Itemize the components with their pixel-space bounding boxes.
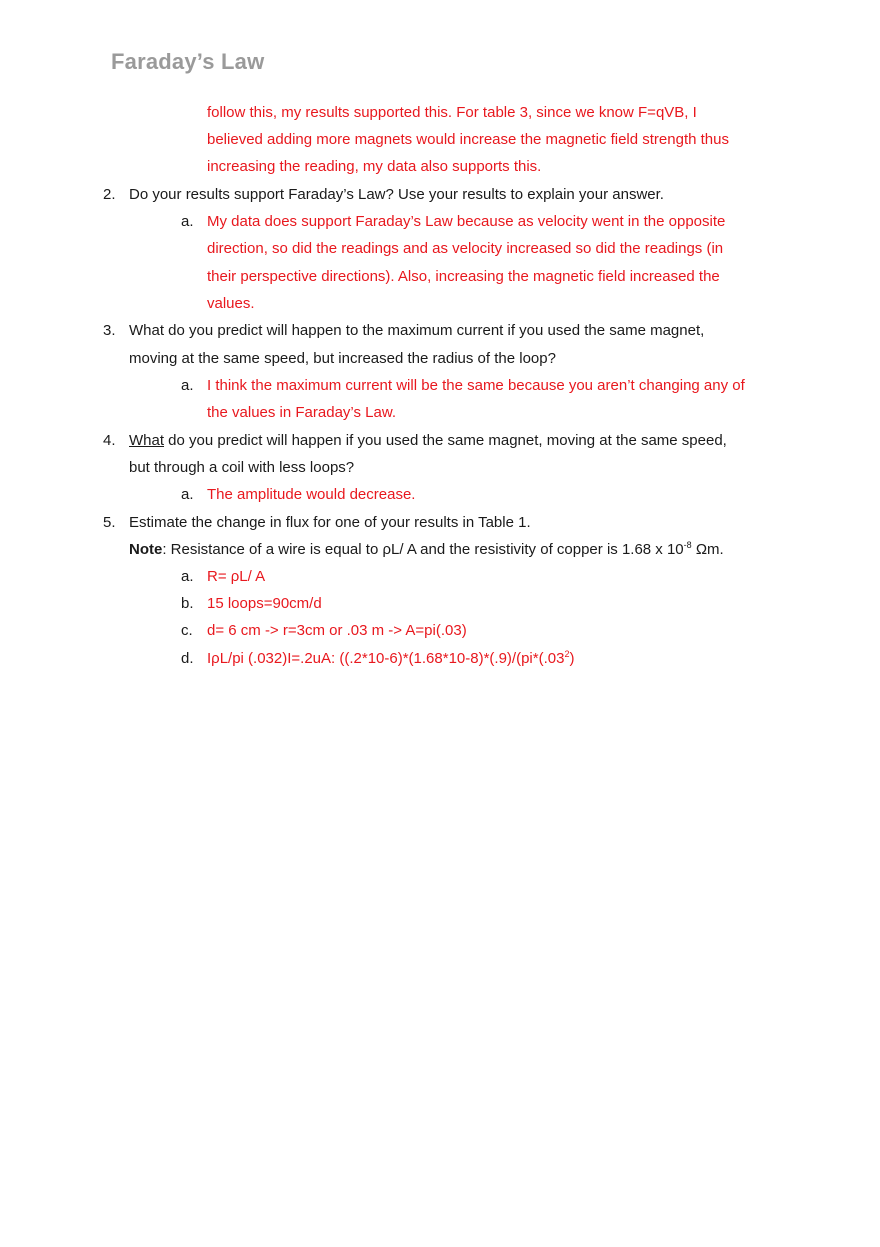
answer-line: R= ρL/ A xyxy=(207,568,266,585)
answer-continuation-line: increasing the reading, my data also supports this. xyxy=(207,158,542,175)
answer-line: their perspective directions). Also, increasing the magnetic field increased the xyxy=(207,268,720,285)
answer-continuation-line: believed adding more magnets would increase the magnetic field strength thus xyxy=(207,131,729,148)
note-exponent: -8 xyxy=(683,540,692,550)
answer-line: 15 loops=90cm/d xyxy=(207,595,322,612)
answer-marker: c. xyxy=(181,622,193,639)
answer-line xyxy=(207,650,574,668)
question-number: 4. xyxy=(103,432,116,449)
formula-exponent: 2 xyxy=(564,649,570,659)
answer-marker: d. xyxy=(181,650,194,667)
question-number: 5. xyxy=(103,514,116,531)
answer-continuation-line: follow this, my results supported this. For table 3, since we know F=qVB, I xyxy=(207,104,697,121)
question-number: 3. xyxy=(103,322,116,339)
question-text-rest: do you predict will happen if you used the same magnet, moving at the same speed, xyxy=(164,432,727,449)
note-label: Note xyxy=(129,541,163,558)
note-line xyxy=(129,541,724,559)
answer-line: the values in Faraday’s Law. xyxy=(207,404,397,421)
question-text: moving at the same speed, but increased the radius of the loop? xyxy=(129,350,556,367)
answer-line: values. xyxy=(207,295,255,312)
question-number: 2. xyxy=(103,186,116,203)
question-text: Do your results support Faraday’s Law? Use your results to explain your answer. xyxy=(129,186,664,203)
answer-marker: a. xyxy=(181,568,194,585)
answer-line: d= 6 cm -> r=3cm or .03 m -> A=pi(.03) xyxy=(207,622,467,639)
note-unit: Ωm. xyxy=(691,541,724,558)
answer-marker: b. xyxy=(181,595,194,612)
question-text: but through a coil with less loops? xyxy=(129,459,355,476)
question-text: What do you predict will happen to the maximum current if you used the same magnet, xyxy=(129,322,705,339)
answer-marker: a. xyxy=(181,486,194,503)
answer-marker: a. xyxy=(181,377,194,394)
answer-line: direction, so did the readings and as velocity increased so did the readings (in xyxy=(207,240,724,257)
answer-marker: a. xyxy=(181,213,194,230)
answer-line: The amplitude would decrease. xyxy=(207,486,416,503)
question-text: Estimate the change in flux for one of your results in Table 1. xyxy=(129,514,531,531)
formula-text: IρL/pi (.032)I=.2uA: ((.2*10-6)*(1.68*10-8)*(.9)/(pi*(.03 xyxy=(207,650,565,667)
page-title: Faraday’s Law xyxy=(111,49,265,74)
underlined-word: What xyxy=(129,432,165,449)
answer-line: My data does support Faraday’s Law because as velocity went in the opposite xyxy=(207,213,726,230)
note-text: : Resistance of a wire is equal to ρL/ A and the resistivity of copper is 1.68 x 10 xyxy=(162,541,684,558)
question-text xyxy=(129,432,727,450)
answer-line: I think the maximum current will be the same because you aren’t changing any of xyxy=(207,377,745,394)
formula-tail: ) xyxy=(569,650,575,667)
